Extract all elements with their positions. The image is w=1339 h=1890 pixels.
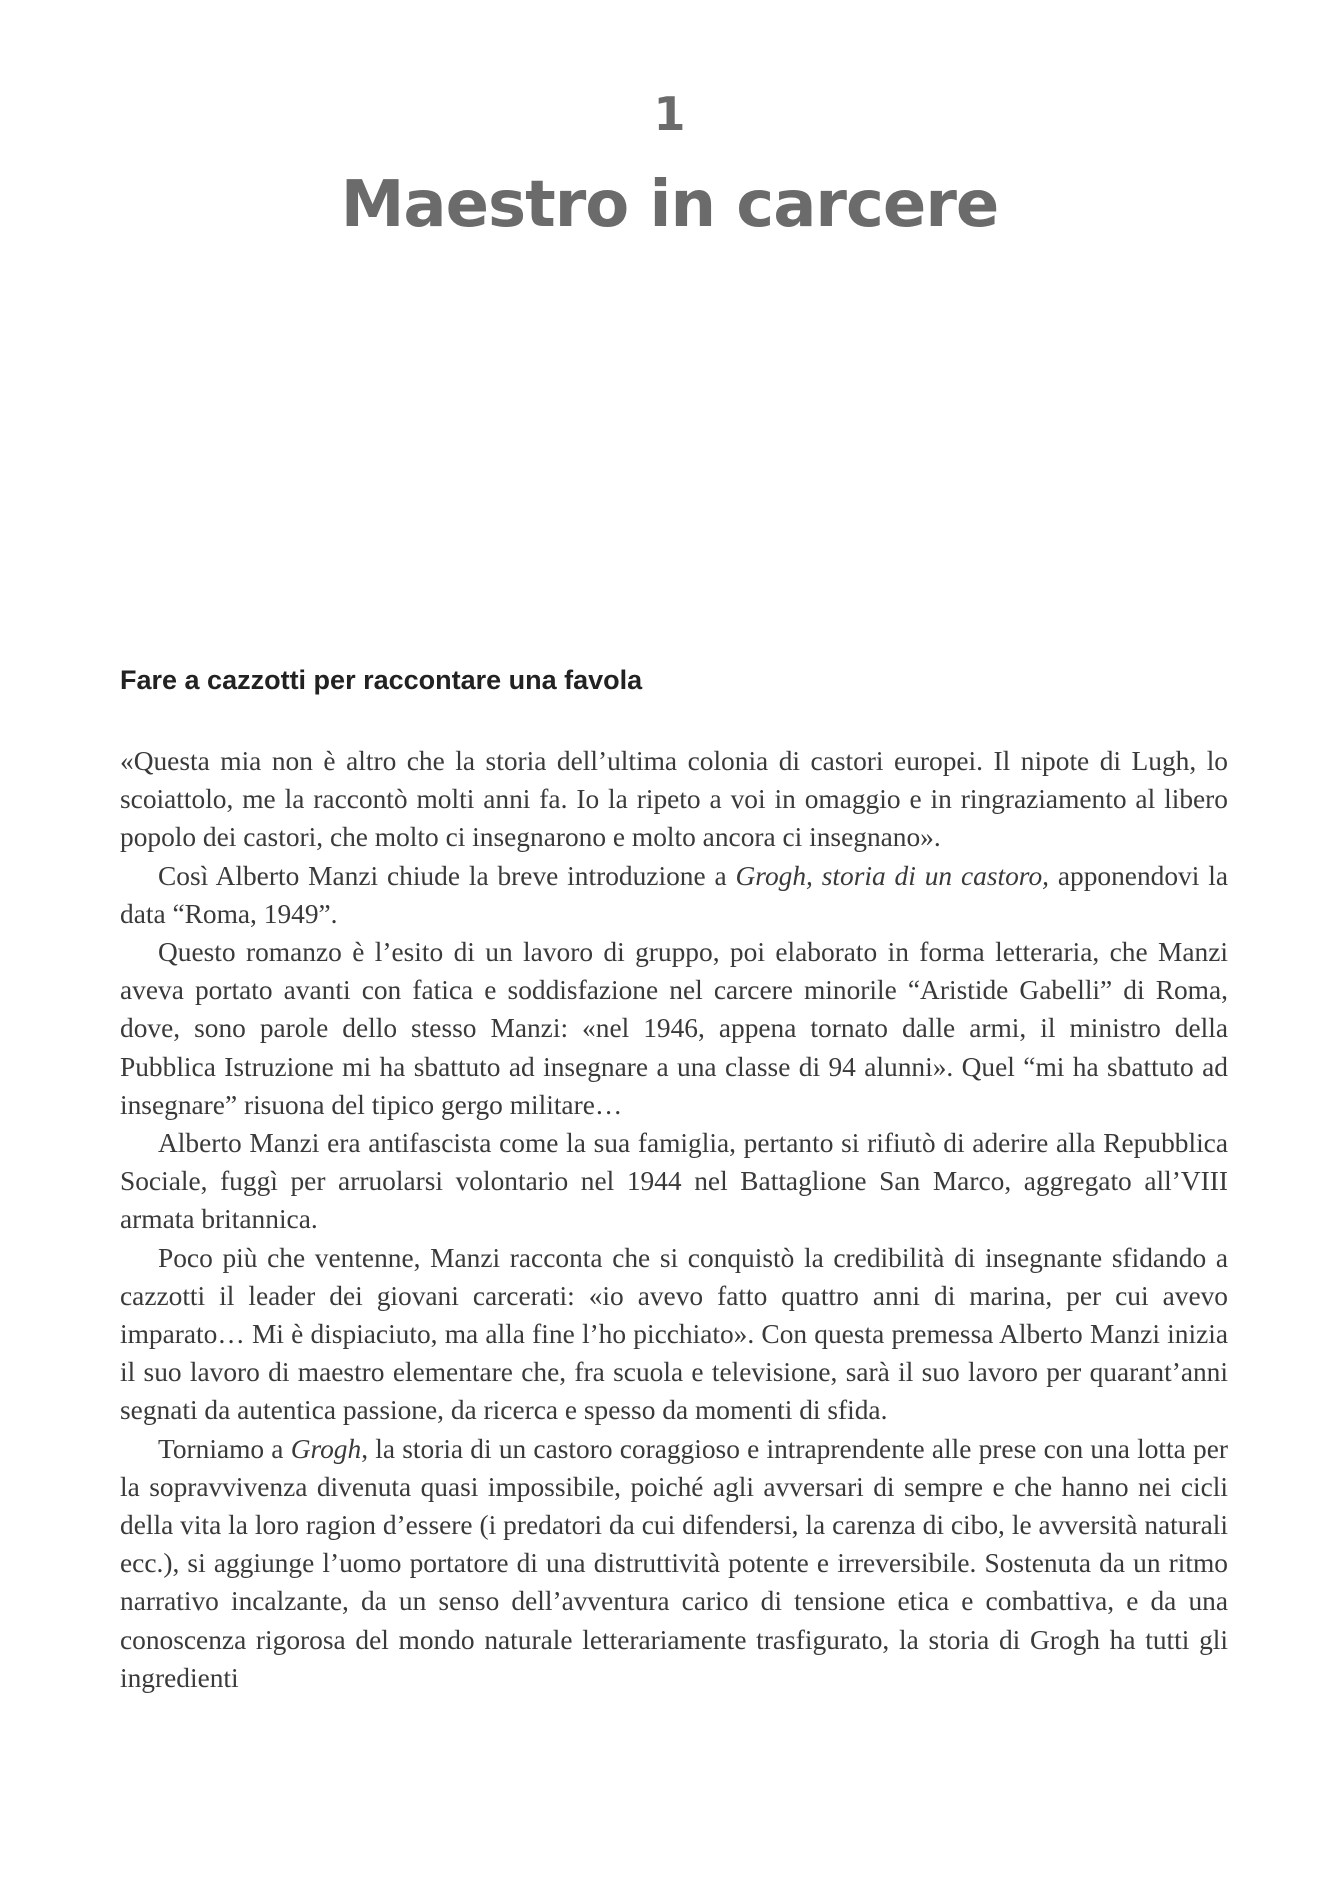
paragraph-6-text-a: Torniamo a (158, 1433, 291, 1464)
paragraph-2-text-a: Così Alberto Manzi chiude la breve introduzione a (158, 860, 736, 891)
body-text (120, 742, 1228, 1697)
paragraph-3: Questo romanzo è l’esito di un lavoro di gruppo, poi elaborato in forma letteraria, che Manzi aveva portato avanti con fatica e soddisfazione nel carcere minorile “Aristide Gabelli” di Roma, dove, sono parole dello stesso Manzi: «nel 1946, appena tornato dalle armi, il ministro della Pubblica Istruzione mi ha sbattuto ad insegnare a una classe di 94 alunni». Quel “mi ha sbattuto ad insegnare” risuona del tipico gergo militare… (120, 937, 1228, 1120)
paragraph-2-text-b: apponendovi la data “Roma, 1949”. (120, 860, 1228, 929)
paragraph-5: Poco più che ventenne, Manzi racconta che si conquistò la credibilità di insegnante sfidando a cazzotti il leader dei giovani carcerati: «io avevo fatto quattro anni di marina, per cui avevo imparato… Mi è dispiaciuto, ma alla fine l’ho picchiato». Con questa premessa Alberto Manzi inizia il suo lavoro di maestro elementare che, fra scuola e televisione, sarà il suo lavoro per quarant’anni segnati da autentica passione, da ricerca e spesso da momenti di sfida. (120, 1242, 1228, 1426)
chapter-number: 1 (653, 87, 686, 141)
paragraph-6-text-b: , la storia di un castoro coraggioso e intraprendente alle prese con una lotta per la sopravvivenza divenuta quasi impossibile, poiché agli avversari di sempre e che hanno nei cicli della vita la loro ragion d’essere (i predatori da cui difendersi, la carenza di cibo, le avversità naturali ecc.), si aggiunge l’uomo portatore di una distruttività potente e irreversibile. Sostenuta da un ritmo narrativo incalzante, da un senso dell’avventura carico di tensione etica e combattiva, e da una conoscenza rigorosa del mondo naturale letterariamente trasfigurato, la storia di Grogh ha tutti gli ingredienti (120, 1433, 1228, 1693)
section-heading: Fare a cazzotti per raccontare una favola (120, 665, 643, 695)
paragraph-4: Alberto Manzi era antifascista come la sua famiglia, pertanto si rifiutò di aderire alla Repubblica Sociale, fuggì per arruolarsi volontario nel 1944 nel Battaglione San Marco, aggregato all’VIII armata britannica. (120, 1128, 1228, 1235)
book-title-grogh-short: Grogh (290, 1433, 362, 1464)
book-title-grogh: Grogh, storia di un castoro, (735, 860, 1049, 891)
paragraph-6 (120, 1430, 1228, 1697)
paragraph-2 (120, 857, 1228, 933)
paragraph-1: «Questa mia non è altro che la storia dell’ultima colonia di castori europei. Il nipote di Lugh, lo scoiattolo, me la raccontò molti anni fa. Io la ripeto a voi in omaggio e in ringraziamento al libero popolo dei castori, che molto ci insegnarono e molto ancora ci insegnano». (120, 746, 1228, 853)
chapter-title: Maestro in carcere (340, 168, 999, 242)
